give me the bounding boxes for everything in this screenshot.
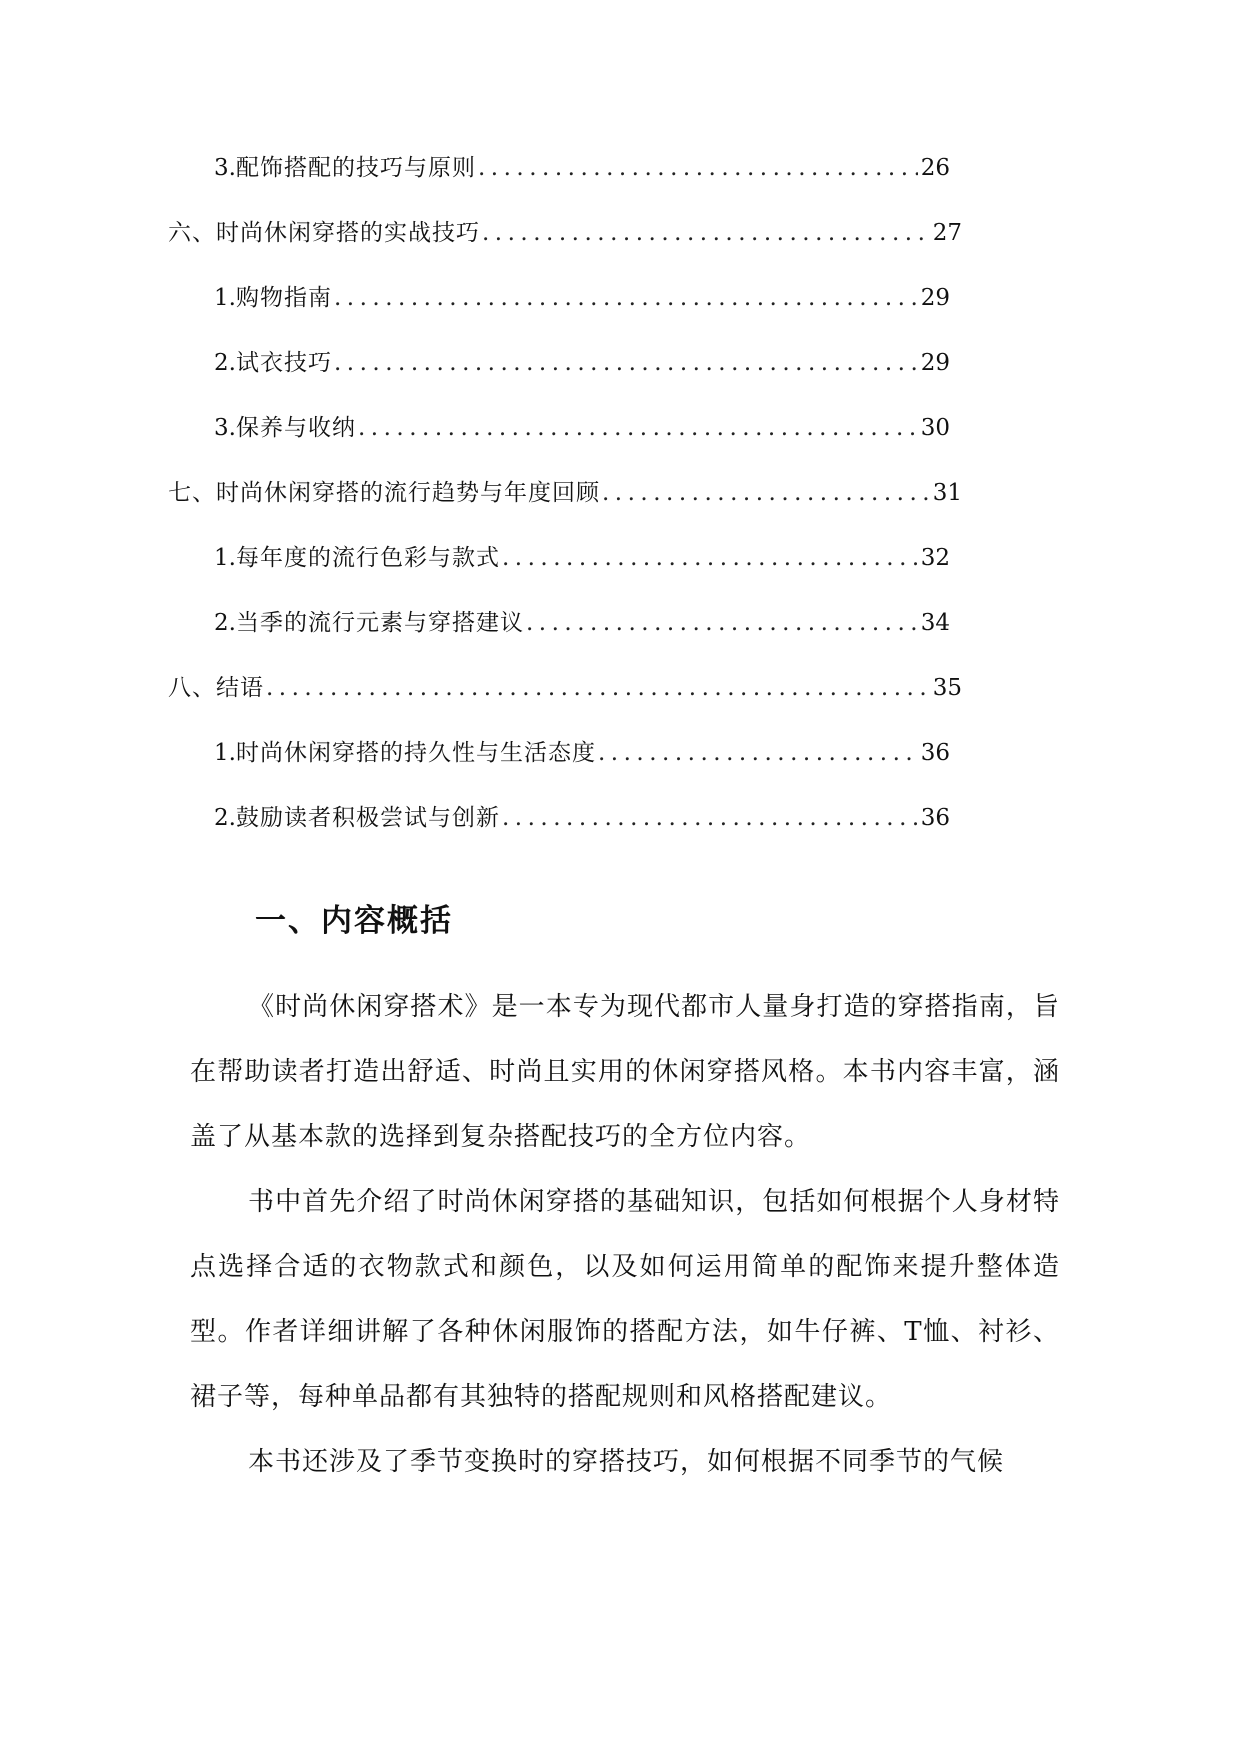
- toc-entry-page: 34: [920, 610, 950, 636]
- toc-dot-leader: [602, 473, 930, 513]
- toc-entry-page: 27: [932, 220, 962, 246]
- toc-entry-number: 2.: [214, 805, 236, 831]
- toc-entry[interactable]: [190, 733, 950, 798]
- toc-entry-page: 29: [920, 350, 950, 376]
- toc-entry[interactable]: [190, 343, 950, 408]
- toc-entry-page: 36: [920, 805, 950, 831]
- toc-entry[interactable]: [190, 278, 950, 343]
- toc-entry[interactable]: [190, 408, 950, 473]
- toc-entry[interactable]: [190, 798, 950, 863]
- toc-entry-page: 32: [920, 545, 950, 571]
- toc-entry[interactable]: [168, 473, 962, 538]
- body-paragraph: 《时尚休闲穿搭术》是一本专为现代都市人量身打造的穿搭指南，旨在帮助读者打造出舒适、时尚且实用的休闲穿搭风格。本书内容丰富，涵盖了从基本款的选择到复杂搭配技巧的全方位内容。: [190, 992, 1060, 1152]
- toc-entry[interactable]: [168, 213, 962, 278]
- section-body: [190, 975, 1060, 1495]
- toc-entry-page: 30: [920, 415, 950, 441]
- toc-entry-title: 七、时尚休闲穿搭的流行趋势与年度回顾: [168, 480, 600, 506]
- toc-dot-leader: [482, 213, 930, 253]
- toc-entry[interactable]: [190, 538, 950, 603]
- toc-dot-leader: [502, 798, 918, 838]
- toc-dot-leader: [478, 148, 918, 188]
- toc-entry-number: 1.: [214, 285, 236, 311]
- toc-dot-leader: [334, 343, 918, 383]
- toc-entry-number: 2.: [214, 350, 236, 376]
- toc-entry[interactable]: [168, 668, 962, 733]
- toc-entry-title: 时尚休闲穿搭的持久性与生活态度: [235, 740, 596, 766]
- toc-dot-leader: [526, 603, 918, 643]
- toc-entry-number: 3.: [214, 155, 236, 181]
- body-paragraph: 书中首先介绍了时尚休闲穿搭的基础知识，包括如何根据个人身材特点选择合适的衣物款式和颜色，以及如何运用简单的配饰来提升整体造型。作者详细讲解了各种休闲服饰的搭配方法，如牛仔裤、T恤、衬衫、裙子等，每种单品都有其独特的搭配规则和风格搭配建议。: [190, 1187, 1060, 1412]
- body-paragraph: 本书还涉及了季节变换时的穿搭技巧，如何根据不同季节的气候: [248, 1447, 1005, 1477]
- toc-entry-title: 鼓励读者积极尝试与创新: [235, 805, 500, 831]
- toc-entry-title: 六、时尚休闲穿搭的实战技巧: [168, 220, 480, 246]
- toc-entry-page: 36: [920, 740, 950, 766]
- toc-entry-page: 35: [932, 675, 962, 701]
- toc-entry-page: 29: [920, 285, 950, 311]
- toc-dot-leader: [502, 538, 918, 578]
- toc-entry-title: 购物指南: [235, 285, 332, 311]
- toc-entry-number: 1.: [214, 740, 236, 766]
- toc-dot-leader: [358, 408, 918, 448]
- toc-entry-number: 3.: [214, 415, 236, 441]
- section-heading: 一、内容概括: [255, 903, 453, 939]
- toc-entry-number: 2.: [214, 610, 236, 636]
- toc-entry-title: 当季的流行元素与穿搭建议: [235, 610, 524, 636]
- toc-entry-page: 26: [920, 155, 950, 181]
- toc-dot-leader: [334, 278, 918, 318]
- toc-entry-title: 每年度的流行色彩与款式: [235, 545, 500, 571]
- table-of-contents: [168, 148, 962, 863]
- toc-entry[interactable]: [190, 148, 950, 213]
- toc-entry-title: 配饰搭配的技巧与原则: [235, 155, 476, 181]
- toc-entry-number: 1.: [214, 545, 236, 571]
- toc-entry-title: 试衣技巧: [235, 350, 332, 376]
- toc-entry-title: 保养与收纳: [235, 415, 356, 441]
- toc-dot-leader: [266, 668, 930, 708]
- toc-entry-title: 八、结语: [168, 675, 264, 701]
- toc-dot-leader: [598, 733, 918, 773]
- toc-entry-page: 31: [932, 480, 962, 506]
- toc-entry[interactable]: [190, 603, 950, 668]
